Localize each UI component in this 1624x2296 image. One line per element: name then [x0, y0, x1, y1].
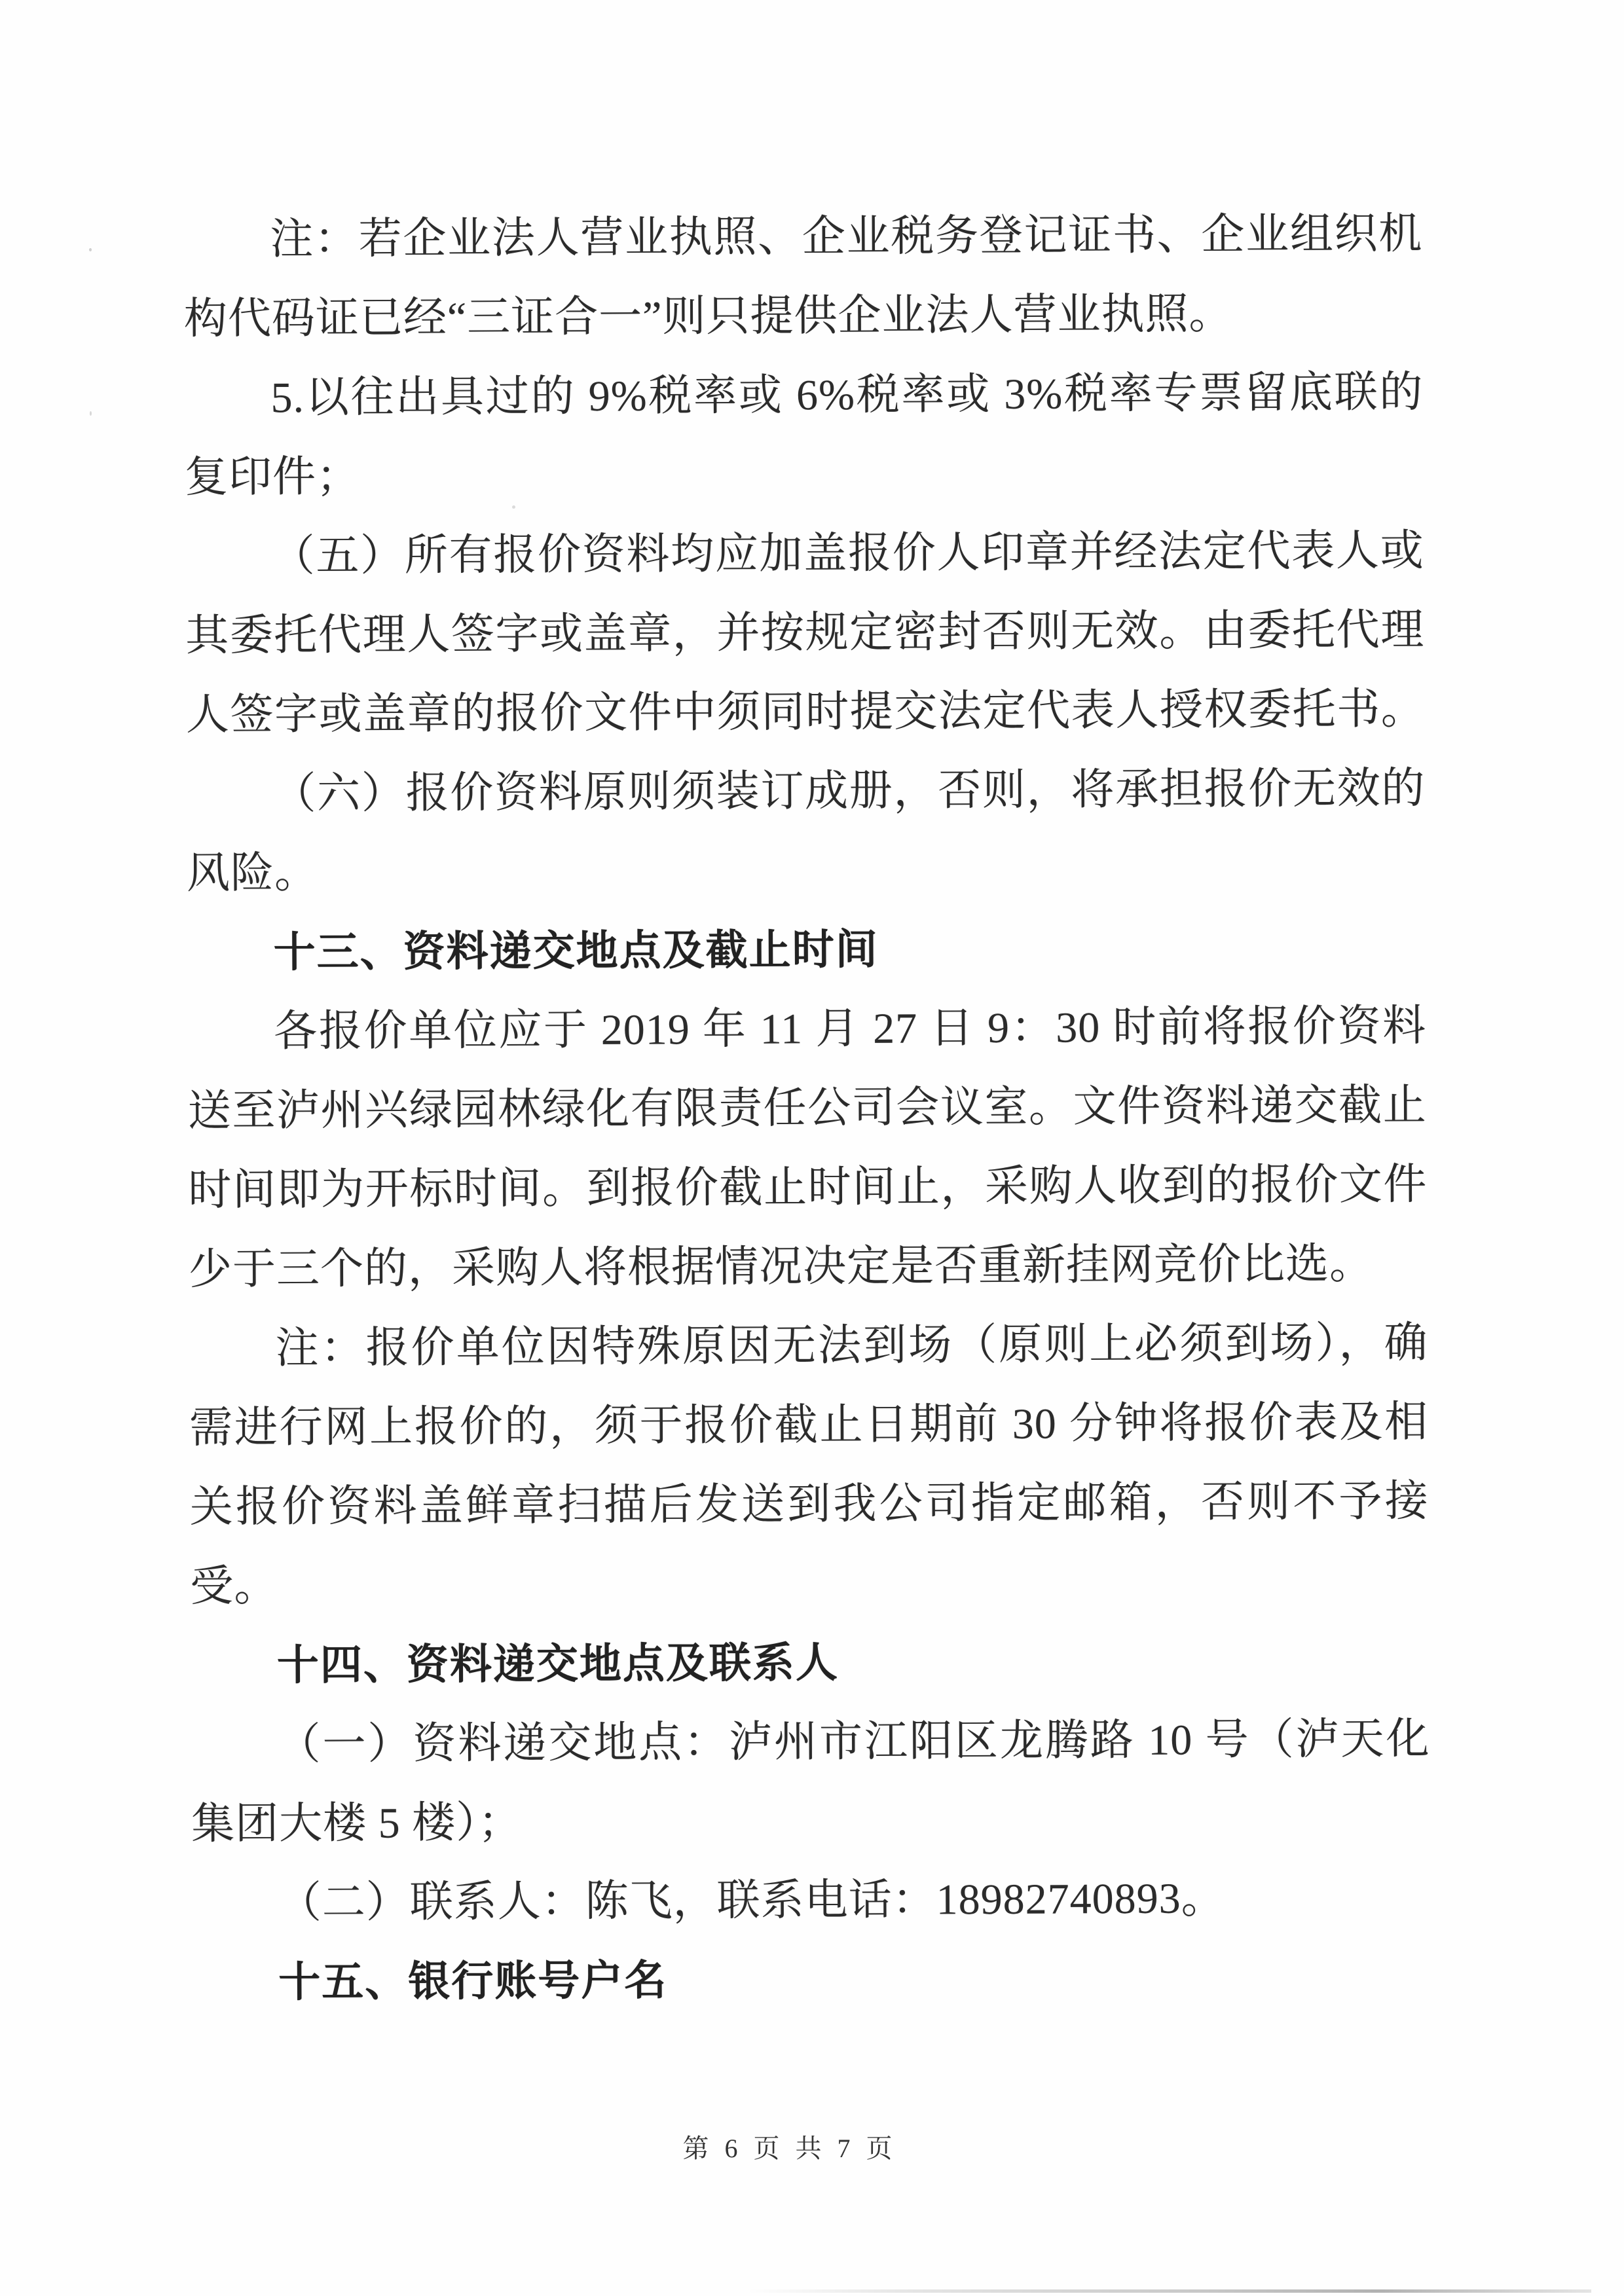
text-line: （六）报价资料原则须装订成册，否则，将承担报价无效的 [272, 764, 1426, 818]
scan-speck [89, 248, 92, 251]
text-line: （五）所有报价资料均应加盖报价人印章并经法定代表人或 [271, 526, 1424, 581]
scan-speck [512, 505, 515, 509]
text-line: 人签字或盖章的报价文件中须同时提交法定代表人授权委托书。 [185, 685, 1425, 739]
text-line: 风险。 [186, 849, 319, 898]
section-heading-13: 十三、资料递交地点及截止时间 [273, 925, 879, 976]
text-line: 各报价单位应于 2019 年 11 月 27 日 9：30 时前将报价资料 [274, 1002, 1427, 1056]
text-line: 受。 [190, 1562, 278, 1611]
page-footer: 第 6 页 共 7 页 [682, 2134, 897, 2163]
text-line: 送至泸州兴绿园林绿化有限责任公司会议室。文件资料递交截止 [187, 1081, 1427, 1135]
text-line: 注：若企业法人营业执照、企业税务登记证书、企业组织机 [270, 210, 1423, 264]
section-heading-15: 十五、银行账号户名 [278, 1956, 668, 2006]
document-body [183, 194, 1431, 2022]
text-line: 其委托代理人签字或盖章，并按规定密封否则无效。由委托代理 [185, 606, 1425, 660]
text-line: 5.以往出具过的 9%税率或 6%税率或 3%税率专票留底联的 [270, 368, 1424, 422]
section-heading-14: 十四、资料递交地点及联系人 [276, 1639, 840, 1689]
text-line: 复印件； [184, 452, 361, 501]
text-line: 时间即为开标时间。到报价截止时间止，采购人收到的报价文件 [188, 1160, 1428, 1214]
text-line: 集团大楼 5 楼）； [191, 1798, 523, 1848]
text-line: 少于三个的，采购人将根据情况决定是否重新挂网竞价比选。 [188, 1240, 1374, 1294]
text-line: （一）资料递交地点：泸州市江阳区龙腾路 10 号（泸天化 [277, 1715, 1430, 1769]
text-line: 注：报价单位因特殊原因无法到场（原则上必须到场），确 [275, 1319, 1428, 1373]
text-line: 需进行网上报价的，须于报价截止日期前 30 分钟将报价表及相 [189, 1398, 1429, 1452]
scan-edge-artifact [747, 2289, 1591, 2293]
text-line: 构代码证已经“三证合一”则只提供企业法人营业执照。 [183, 290, 1233, 343]
text-line: （二）联系人：陈飞，联系电话：18982740893。 [278, 1874, 1225, 1927]
scan-speck [90, 411, 92, 416]
text-line: 关报价资料盖鲜章扫描后发送到我公司指定邮箱，否则不予接 [189, 1477, 1429, 1531]
